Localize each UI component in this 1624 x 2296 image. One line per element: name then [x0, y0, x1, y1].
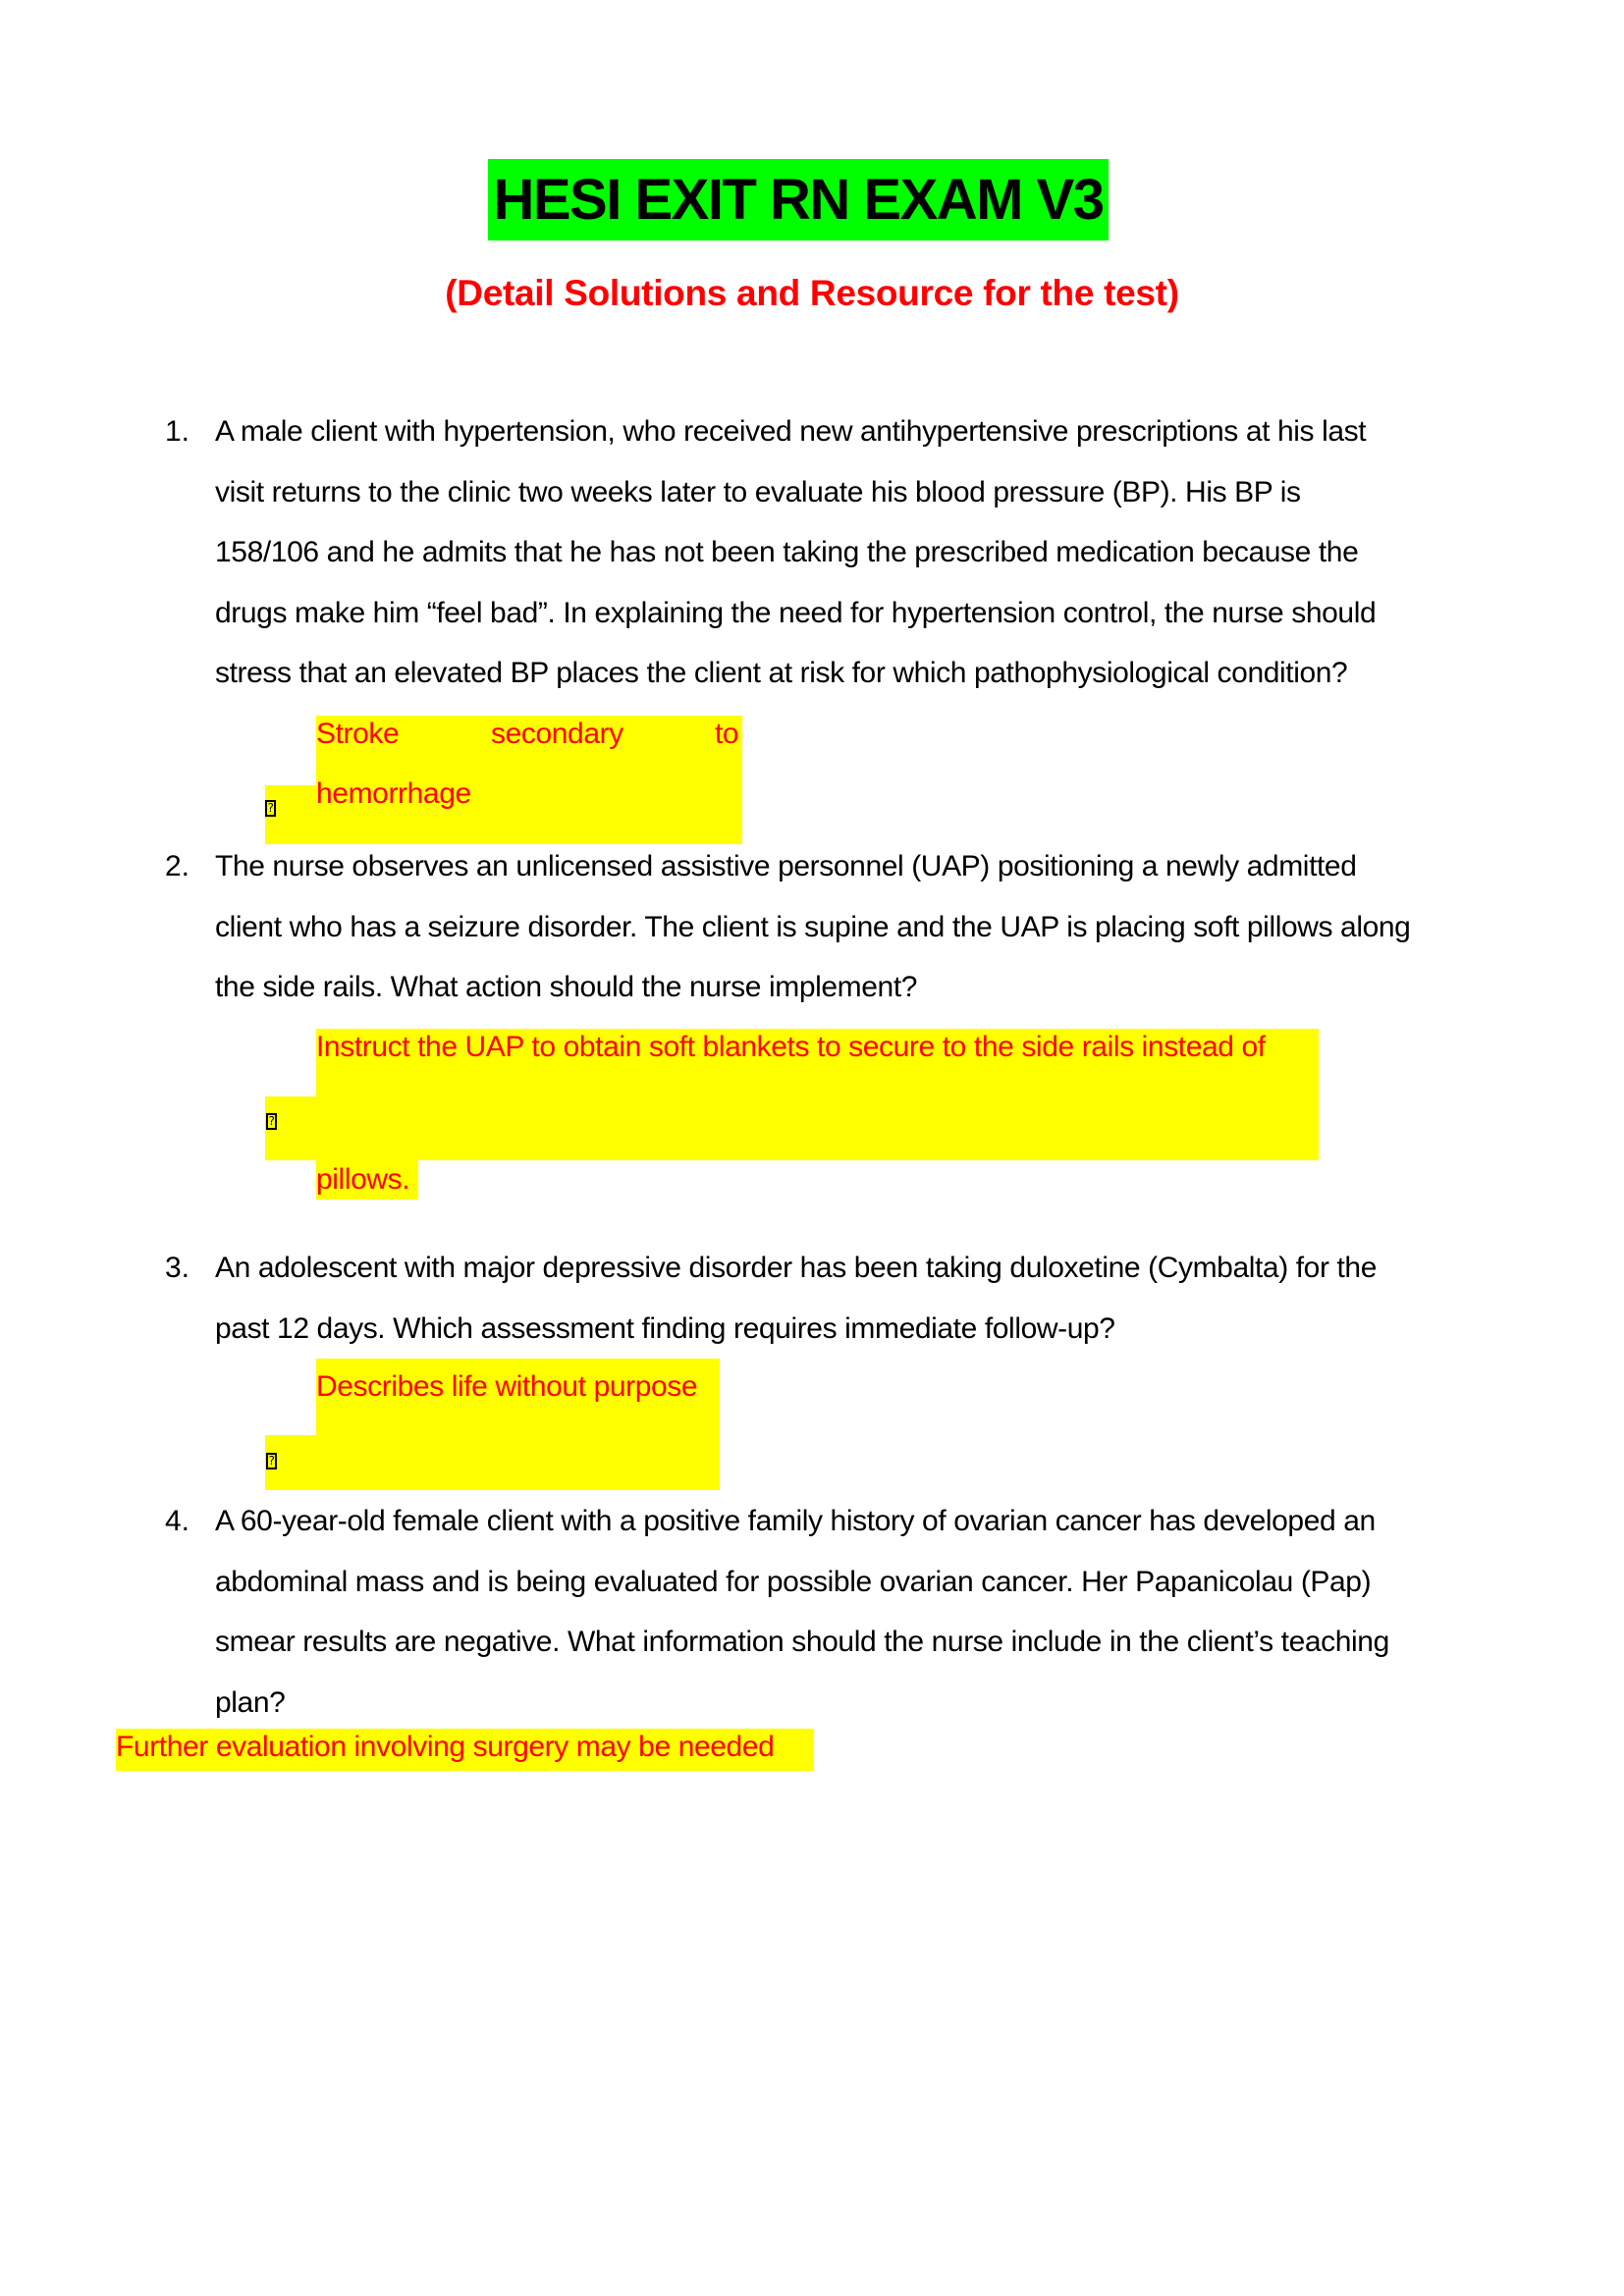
question-text-line: abdominal mass and is being evaluated for possible ovarian cancer. Her Papanicolau (Pap) — [215, 1566, 1372, 1598]
question-number: 1. — [165, 415, 190, 448]
question-text-line: visit returns to the clinic two weeks later to evaluate his blood pressure (BP). His BP is — [215, 476, 1301, 508]
title-highlight — [488, 159, 1109, 240]
question-text-line: An adolescent with major depressive disorder has been taking duloxetine (Cymbalta) for the — [215, 1252, 1377, 1284]
question-text-line: drugs make him “feel bad”. In explaining the need for hypertension control, the nurse should — [215, 597, 1377, 629]
answer-text: Further evaluation involving surgery may be needed — [116, 1731, 775, 1763]
question-text-line: 158/106 and he admits that he has not been taking the prescribed medication because the — [215, 536, 1359, 568]
question-text-line: past 12 days. Which assessment finding requires immediate follow-up? — [215, 1312, 1115, 1345]
question-text-line: stress that an elevated BP places the client at risk for which pathophysiological condition? — [215, 657, 1348, 689]
answer-text: Instruct the UAP to obtain soft blankets to secure to the side rails instead of — [316, 1031, 1266, 1063]
missing-glyph-icon: ? — [268, 1454, 276, 1468]
question-number: 2. — [165, 850, 190, 882]
question-text-line: The nurse observes an unlicensed assistive personnel (UAP) positioning a newly admitted — [215, 850, 1357, 882]
question-number: 4. — [165, 1505, 190, 1537]
question-text-line: A male client with hypertension, who received new antihypertensive prescriptions at his last — [215, 415, 1367, 448]
missing-glyph-icon: ? — [267, 801, 275, 815]
answer-text: Describes life without purpose — [316, 1370, 698, 1403]
answer-text: hemorrhage — [316, 777, 471, 810]
question-text-line: the side rails. What action should the nurse implement? — [215, 971, 918, 1003]
page-title: HESI EXIT RN EXAM V3 — [493, 168, 1104, 232]
answer-text: secondary — [491, 718, 623, 750]
missing-glyph-icon: ? — [268, 1114, 276, 1128]
question-text-line: A 60-year-old female client with a positive family history of ovarian cancer has developed an — [215, 1505, 1376, 1537]
question-number: 3. — [165, 1252, 190, 1284]
question-text-line: client who has a seizure disorder. The client is supine and the UAP is placing soft pillows along — [215, 911, 1411, 943]
answer-text: Stroke — [316, 718, 400, 750]
answer-text: to — [715, 718, 739, 750]
question-text-line: plan? — [215, 1686, 286, 1719]
answer-text: pillows. — [316, 1163, 410, 1196]
page-subtitle: (Detail Solutions and Resource for the test) — [445, 273, 1179, 313]
question-text-line: smear results are negative. What information should the nurse include in the client’s teaching — [215, 1626, 1389, 1658]
